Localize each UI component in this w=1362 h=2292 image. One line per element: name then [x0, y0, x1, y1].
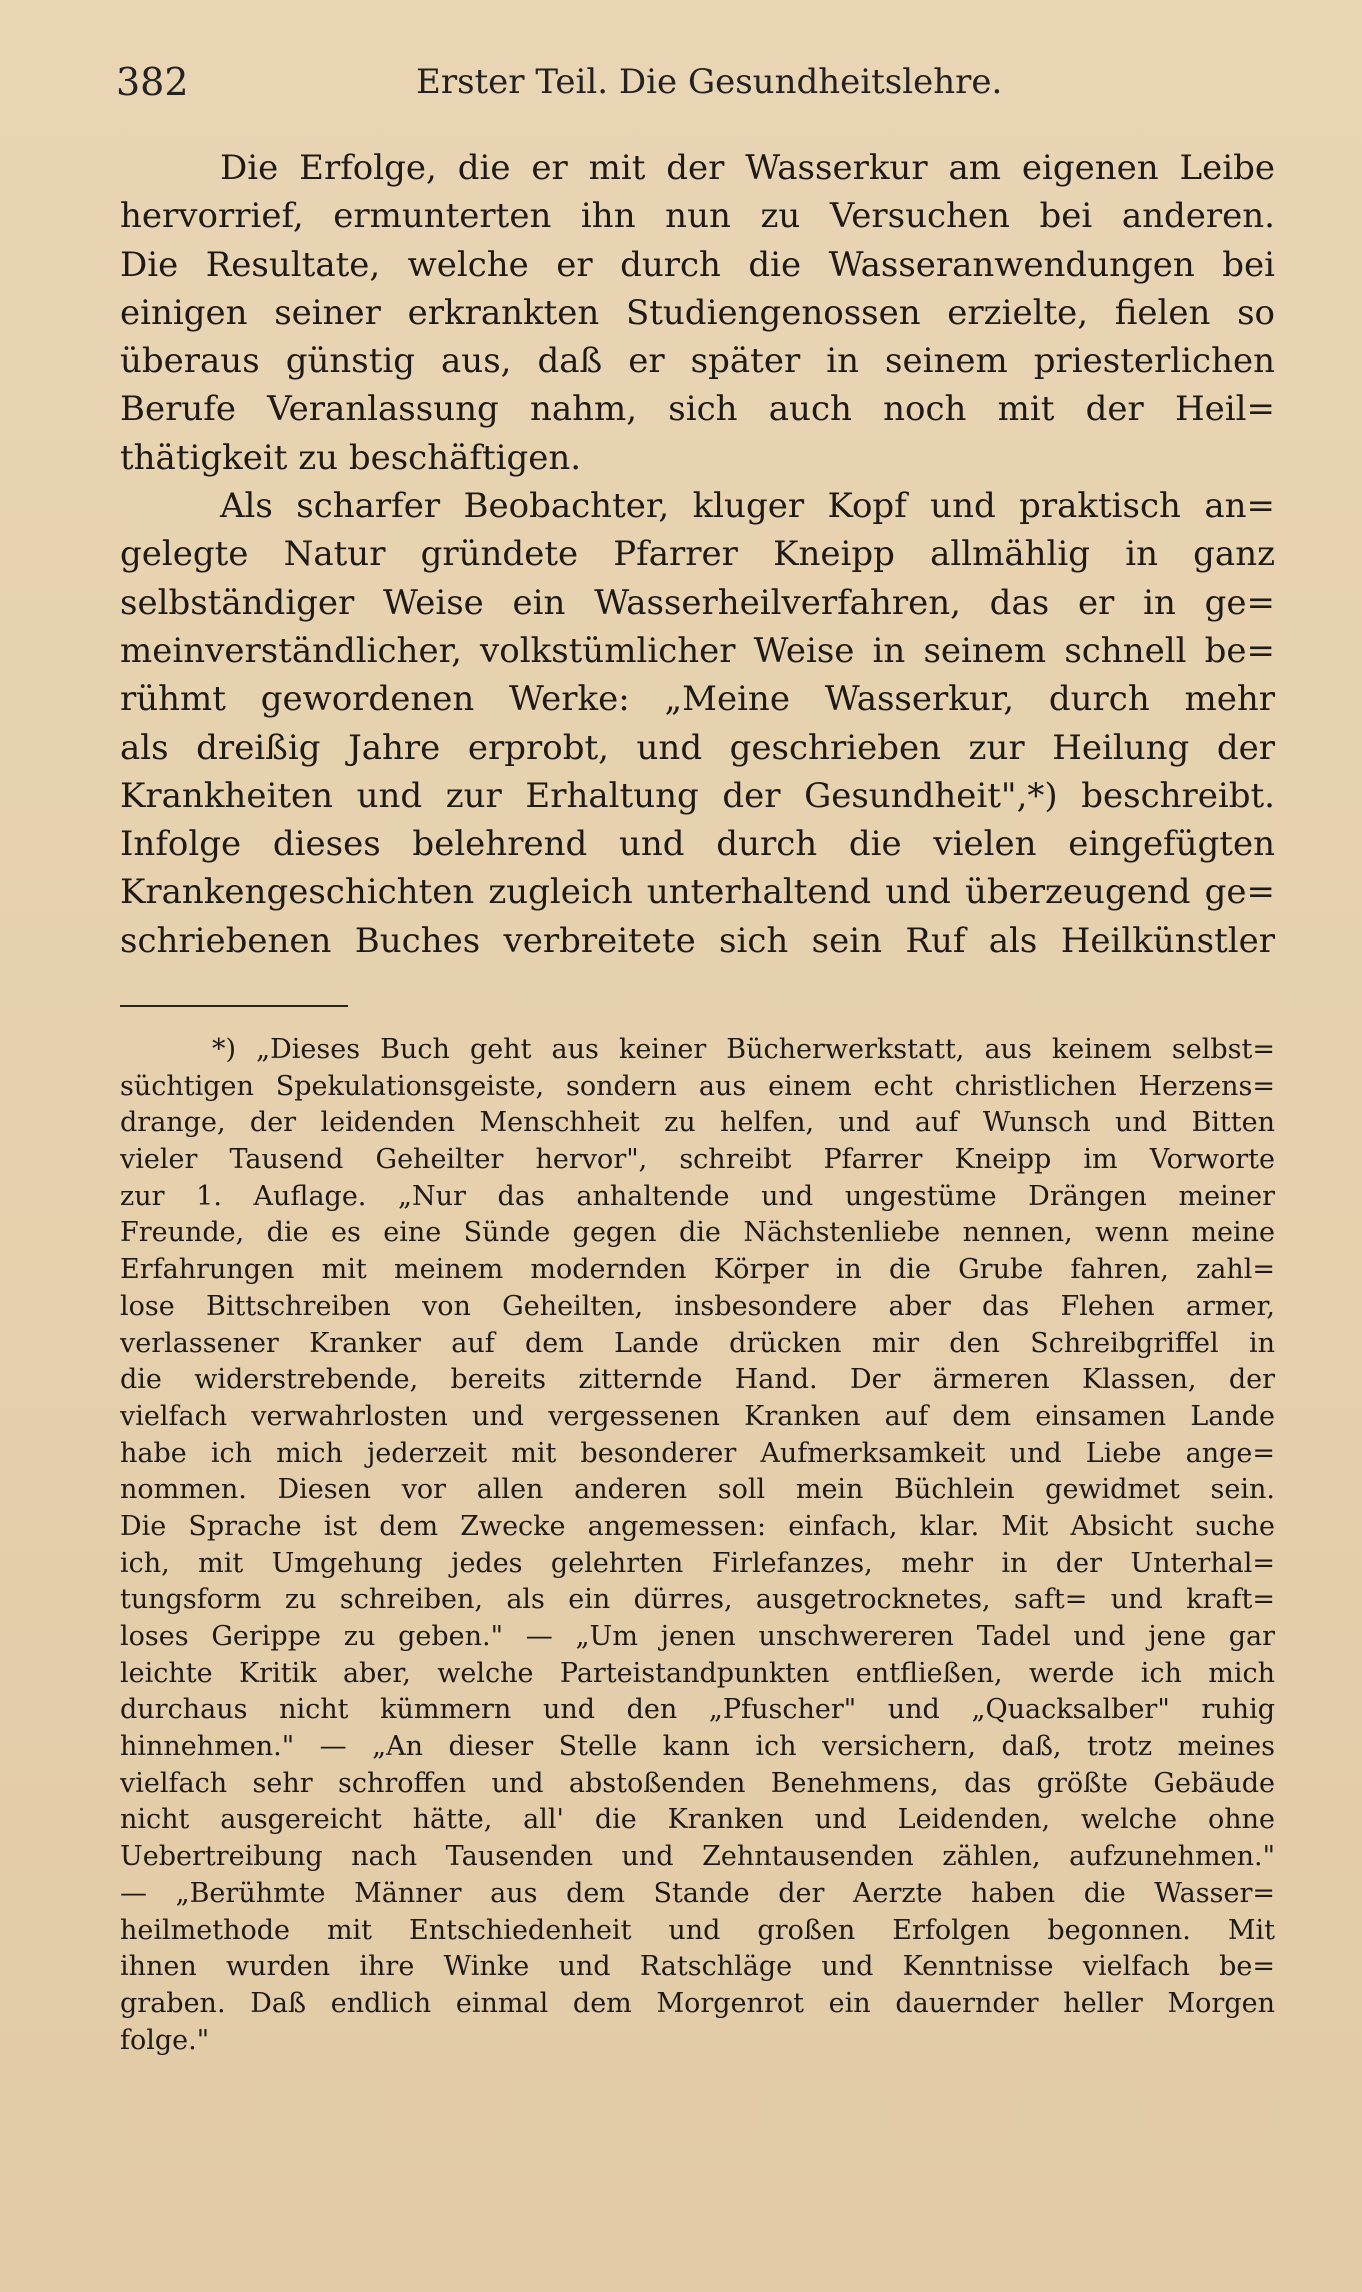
text-line: Krankheiten und zur Erhaltung der Gesundheit",*) beschreibt.: [120, 775, 1275, 816]
footnote-line: ich, mit Umgehung jedes gelehrten Firlefanzes, mehr in der Unterhal=: [120, 1547, 1275, 1579]
footnote-line: *) „Dieses Buch geht aus keiner Bücherwerkstatt, aus keinem selbst=: [212, 1034, 1275, 1065]
text-line: hervorrief, ermunterten ihn nun zu Versuchen bei anderen.: [120, 196, 1275, 237]
page-number: 382: [116, 60, 189, 104]
footnote-line: süchtigen Spekulationsgeiste, sondern aus einem echt christlichen Herzens=: [120, 1070, 1275, 1102]
footnote-line: zur 1. Auflage. „Nur das anhaltende und ungestüme Drängen meiner: [120, 1180, 1275, 1212]
footnote-line: lose Bittschreiben von Geheilten, insbesondere aber das Flehen armer,: [120, 1290, 1275, 1322]
text-line: als dreißig Jahre erprobt, und geschrieben zur Heilung der: [120, 727, 1275, 768]
text-line: rühmt gewordenen Werke: „Meine Wasserkur, durch mehr: [120, 679, 1275, 720]
footnote-line: drange, der leidenden Menschheit zu helfen, und auf Wunsch und Bitten: [120, 1107, 1275, 1139]
main-text: [120, 144, 1275, 965]
footnote-line: leichte Kritik aber, welche Parteistandpunkten entfließen, werde ich mich: [120, 1657, 1275, 1689]
page-header: [116, 58, 1276, 106]
footnote-line: ihnen wurden ihre Winke und Ratschläge und Kenntnisse vielfach be=: [120, 1951, 1275, 1983]
footnote-line: folge.": [120, 2024, 210, 2056]
footnote-separator: [120, 1005, 348, 1007]
text-line: thätigkeit zu beschäftigen.: [120, 437, 582, 478]
footnote-line: vielfach verwahrlosten und vergessenen Kranken auf dem einsamen Lande: [120, 1400, 1275, 1432]
text-line: Als scharfer Beobachter, kluger Kopf und praktisch an=: [220, 486, 1275, 527]
text-line: Berufe Veranlassung nahm, sich auch noch mit der Heil=: [120, 389, 1275, 430]
footnote: [120, 1032, 1275, 2059]
footnote-line: verlassener Kranker auf dem Lande drücken mir den Schreibgriffel in: [120, 1327, 1275, 1359]
footnote-line: habe ich mich jederzeit mit besonderer Aufmerksamkeit und Liebe ange=: [120, 1437, 1275, 1469]
text-line: meinverständlicher, volkstümlicher Weise in seinem schnell be=: [120, 630, 1275, 671]
footnote-line: vieler Tausend Geheilter hervor", schreibt Pfarrer Kneipp im Vorworte: [120, 1144, 1275, 1176]
text-line: gelegte Natur gründete Pfarrer Kneipp allmählig in ganz: [120, 534, 1275, 575]
footnote-line: vielfach sehr schroffen und abstoßenden Benehmens, das größte Gebäude: [120, 1767, 1275, 1799]
footnote-line: graben. Daß endlich einmal dem Morgenrot ein dauernder heller Morgen: [120, 1987, 1275, 2019]
footnote-line: nicht ausgereicht hätte, all' die Kranken und Leidenden, welche ohne: [120, 1804, 1275, 1836]
footnote-line: durchaus nicht kümmern und den „Pfuscher" und „Quacksalber" ruhig: [120, 1694, 1275, 1726]
footnote-line: — „Berühmte Männer aus dem Stande der Aerzte haben die Wasser=: [120, 1877, 1275, 1909]
footnote-line: hinnehmen." — „An dieser Stelle kann ich versichern, daß, trotz meines: [120, 1731, 1275, 1763]
text-line: selbständiger Weise ein Wasserheilverfahren, das er in ge=: [120, 582, 1275, 623]
text-line: Infolge dieses belehrend und durch die vielen eingefügten: [120, 824, 1275, 865]
footnote-line: Uebertreibung nach Tausenden und Zehntausenden zählen, aufzunehmen.": [120, 1841, 1275, 1873]
running-head: Erster Teil. Die Gesundheitslehre.: [416, 62, 1003, 102]
footnote-line: Die Sprache ist dem Zwecke angemessen: einfach, klar. Mit Absicht suche: [120, 1510, 1275, 1542]
footnote-line: nommen. Diesen vor allen anderen soll mein Büchlein gewidmet sein.: [120, 1474, 1275, 1506]
text-line: überaus günstig aus, daß er später in seinem priesterlichen: [120, 341, 1275, 382]
text-line: Die Resultate, welche er durch die Wasseranwendungen bei: [120, 244, 1275, 285]
footnote-line: heilmethode mit Entschiedenheit und großen Erfolgen begonnen. Mit: [120, 1914, 1275, 1946]
text-line: einigen seiner erkrankten Studiengenossen erzielte, fielen so: [120, 292, 1275, 333]
footnote-line: Freunde, die es eine Sünde gegen die Nächstenliebe nennen, wenn meine: [120, 1217, 1275, 1249]
text-line: Die Erfolge, die er mit der Wasserkur am eigenen Leibe: [220, 148, 1275, 188]
text-line: schriebenen Buches verbreitete sich sein Ruf als Heilkünstler: [120, 920, 1275, 961]
footnote-line: tungsform zu schreiben, als ein dürres, ausgetrocknetes, saft= und kraft=: [120, 1584, 1275, 1616]
footnote-line: die widerstrebende, bereits zitternde Hand. Der ärmeren Klassen, der: [120, 1364, 1275, 1396]
footnote-line: loses Gerippe zu geben." — „Um jenen unschwereren Tadel und jene gar: [120, 1621, 1275, 1652]
footnote-line: Erfahrungen mit meinem modernden Körper in die Grube fahren, zahl=: [120, 1254, 1275, 1286]
text-line: Krankengeschichten zugleich unterhaltend und überzeugend ge=: [120, 872, 1275, 913]
